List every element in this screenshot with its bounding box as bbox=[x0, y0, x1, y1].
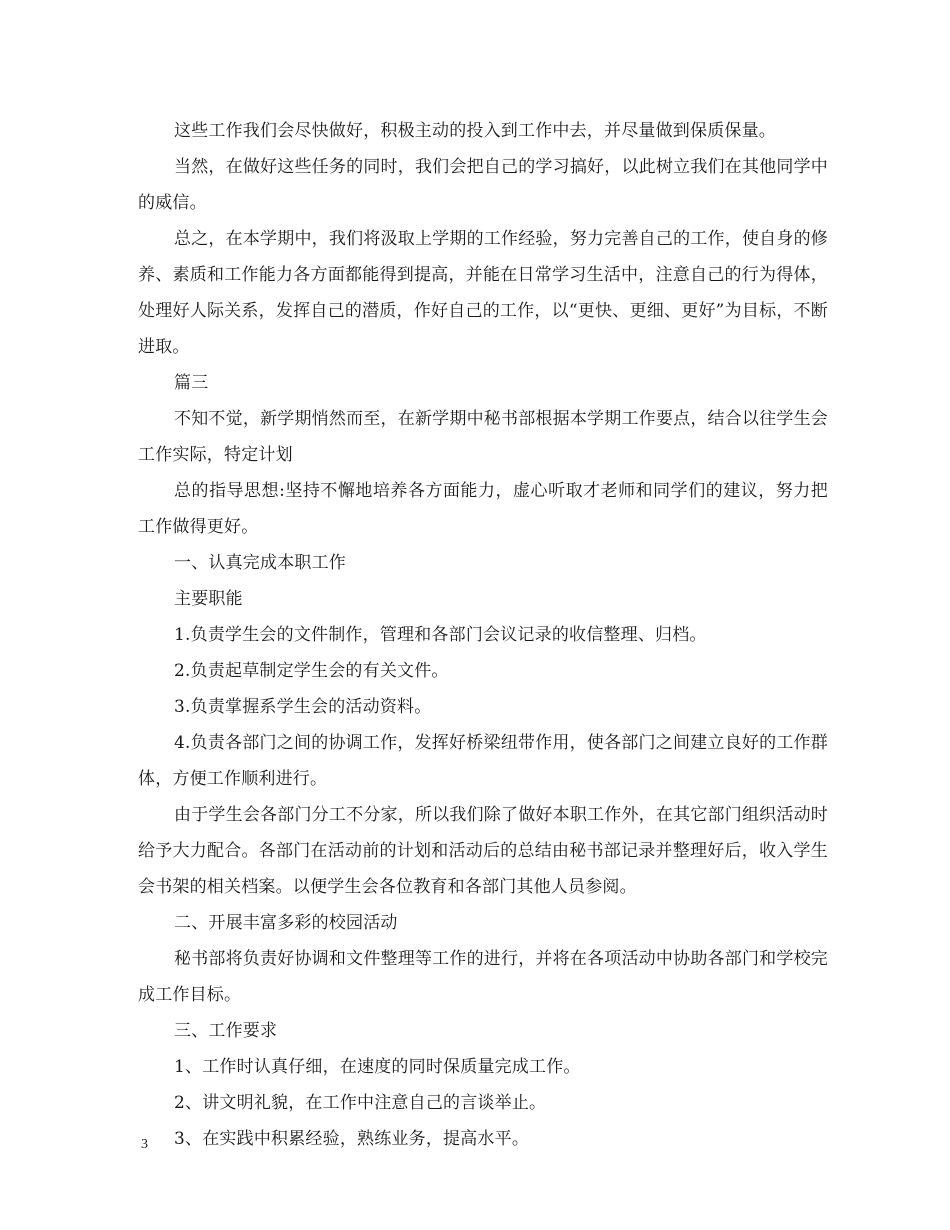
paragraph: 不知不觉，新学期悄然而至，在新学期中秘书部根据本学期工作要点，结合以往学生会工作实际，特定计划 bbox=[138, 409, 828, 465]
list-item: 2.负责起草制定学生会的有关文件。 bbox=[174, 661, 449, 681]
section-heading: 三、工作要求 bbox=[174, 1021, 278, 1041]
section-heading: 二、开展丰富多彩的校园活动 bbox=[174, 913, 398, 933]
subheading: 主要职能 bbox=[174, 589, 243, 609]
list-item: 3、在实践中积累经验，熟练业务，提高水平。 bbox=[174, 1129, 530, 1149]
list-item: 1.负责学生会的文件制作，管理和各部门会议记录的收信整理、归档。 bbox=[174, 625, 707, 645]
list-item: 1、工作时认真仔细，在速度的同时保质量完成工作。 bbox=[174, 1057, 581, 1077]
paragraph: 这些工作我们会尽快做好，积极主动的投入到工作中去，并尽量做到保质保量。 bbox=[174, 121, 776, 141]
paragraph: 由于学生会各部门分工不分家，所以我们除了做好本职工作外，在其它部门组织活动时给予大力配合。各部门在活动前的计划和活动后的总结由秘书部记录并整理好后，收入学生会书架的相关档案。以便学生会各位教育和各部门其他人员参阅。 bbox=[138, 805, 828, 897]
document-body bbox=[138, 113, 828, 1157]
section-heading: 篇三 bbox=[174, 373, 209, 393]
list-item: 4.负责各部门之间的协调工作，发挥好桥梁纽带作用，使各部门之间建立良好的工作群体，方便工作顺利进行。 bbox=[138, 733, 828, 789]
list-item: 3.负责掌握系学生会的活动资料。 bbox=[174, 697, 432, 717]
list-item: 2、讲文明礼貌，在工作中注意自己的言谈举止。 bbox=[174, 1093, 547, 1113]
section-heading: 一、认真完成本职工作 bbox=[174, 553, 346, 573]
paragraph: 总之，在本学期中，我们将汲取上学期的工作经验，努力完善自己的工作，使自身的修养、素质和工作能力各方面都能得到提高，并能在日常学习生活中，注意自己的行为得体，处理好人际关系，发挥自己的潜质，作好自己的工作，以“更快、更细、更好”为目标，不断进取。 bbox=[138, 229, 828, 357]
paragraph: 总的指导思想:坚持不懈地培养各方面能力，虚心听取才老师和同学们的建议，努力把工作做得更好。 bbox=[138, 481, 828, 537]
page-number: 3 bbox=[141, 1137, 148, 1152]
paragraph: 秘书部将负责好协调和文件整理等工作的进行，并将在各项活动中协助各部门和学校完成工作目标。 bbox=[138, 949, 828, 1005]
paragraph: 当然，在做好这些任务的同时，我们会把自己的学习搞好，以此树立我们在其他同学中的威信。 bbox=[138, 157, 828, 213]
